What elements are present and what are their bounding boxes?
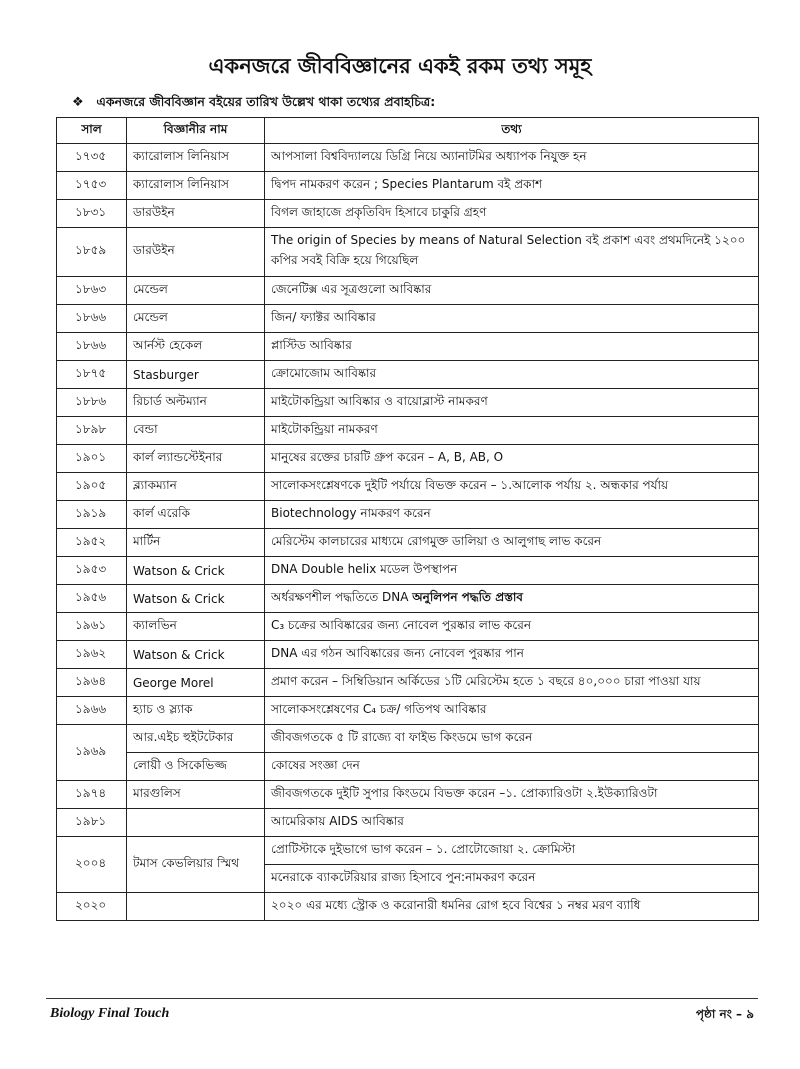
- cell-scientist: টমাস কেভলিয়ার স্মিথ: [127, 837, 265, 893]
- cell-info: ২০২০ এর মধ্যে স্ট্রোক ও করোনারী ধমনির রোগ হবে বিশ্বের ১ নম্বর মরণ ব্যাধি: [265, 893, 759, 921]
- cell-scientist: আর.এইচ হুইটটেকার: [127, 725, 265, 753]
- table-row: [57, 725, 759, 753]
- cell-scientist: Watson & Crick: [127, 557, 265, 585]
- table-row: [57, 641, 759, 669]
- page-number: পৃষ্ঠা নং – ৯: [695, 1007, 754, 1021]
- cell-scientist: ব্ল্যাকম্যান: [127, 473, 265, 501]
- cell-info: Biotechnology নামকরণ করেন: [265, 501, 759, 529]
- table-row: [57, 305, 759, 333]
- cell-info: জীবজগতকে দুইটি সুপার কিংডমে বিভক্ত করেন –১. প্রোক্যারিওটা ২.ইউক্যারিওটা: [265, 781, 759, 809]
- table-row: [57, 529, 759, 557]
- cell-info: প্রোটিস্টাকে দুইভাগে ভাগ করেন – ১. প্রোটোজোয়া ২. ক্রোমিস্টা: [265, 837, 759, 865]
- cell-scientist: আর্নস্ট হেকেল: [127, 333, 265, 361]
- table-row: [57, 781, 759, 809]
- table-row: [57, 445, 759, 473]
- cell-year: ১৯০১: [57, 445, 127, 473]
- table-row: [57, 669, 759, 697]
- cell-year: ১৯৬৪: [57, 669, 127, 697]
- cell-scientist: ডারউইন: [127, 228, 265, 277]
- table-row: [57, 144, 759, 172]
- subtitle-text: একনজরে জীববিজ্ঞান বইয়ের তারিখ উল্লেখ থাকা তথ্যের প্রবাহচিত্র:: [96, 94, 436, 109]
- cell-scientist: বেন্ডা: [127, 417, 265, 445]
- cell-year: ১৯৫৬: [57, 585, 127, 613]
- table-row: [57, 361, 759, 389]
- table-row: [57, 613, 759, 641]
- cell-info: দ্বিপদ নামকরণ করেন ; Species Plantarum বই প্রকাশ: [265, 172, 759, 200]
- cell-year: ১৯১৯: [57, 501, 127, 529]
- cell-year: ১৯৬২: [57, 641, 127, 669]
- table-row: [57, 417, 759, 445]
- cell-year: ২০২০: [57, 893, 127, 921]
- cell-year: ১৯৬৬: [57, 697, 127, 725]
- table-row: [57, 277, 759, 305]
- cell-info: DNA Double helix মডেল উপস্থাপন: [265, 557, 759, 585]
- cell-scientist: ক্যালভিন: [127, 613, 265, 641]
- table-row: [57, 809, 759, 837]
- cell-info: আমেরিকায় AIDS আবিষ্কার: [265, 809, 759, 837]
- cell-info: মাইটোকন্ড্রিয়া নামকরণ: [265, 417, 759, 445]
- timeline-table: [56, 117, 759, 921]
- cell-info: The origin of Species by means of Natural Selection বই প্রকাশ এবং প্রথমদিনেই ১২০০ কপির সবই বিক্রি হয়ে গিয়েছিল: [265, 228, 759, 277]
- cell-scientist: কার্ল এরেকি: [127, 501, 265, 529]
- cell-scientist: [127, 893, 265, 921]
- cell-scientist: মারগুলিস: [127, 781, 265, 809]
- cell-scientist: হ্যাচ ও স্ল্যাক: [127, 697, 265, 725]
- cell-year: ১৮৩১: [57, 200, 127, 228]
- table-row: [57, 893, 759, 921]
- cell-info: জেনেটিক্স এর সূত্রগুলো আবিষ্কার: [265, 277, 759, 305]
- table-row: [57, 333, 759, 361]
- header-year: সাল: [57, 118, 127, 144]
- cell-info: সালোকসংশ্লেষণকে দুইটি পর্যায়ে বিভক্ত করেন – ১.আলোক পর্যায় ২. অন্ধকার পর্যায়: [265, 473, 759, 501]
- cell-info: কোষের সংজ্ঞা দেন: [265, 753, 759, 781]
- cell-year: ১৭৫৩: [57, 172, 127, 200]
- cell-scientist: মেন্ডেল: [127, 277, 265, 305]
- cell-year: ১৭৩৫: [57, 144, 127, 172]
- header-info: তথ্য: [265, 118, 759, 144]
- cell-year: ১৮৭৫: [57, 361, 127, 389]
- table-row: [57, 753, 759, 781]
- cell-scientist: George Morel: [127, 669, 265, 697]
- footer-divider: [46, 998, 758, 999]
- info-bold-text: অনুলিপন পদ্ধতি প্রস্তাব: [412, 589, 523, 604]
- cell-year: ১৯৫৩: [57, 557, 127, 585]
- cell-info: প্রমাণ করেন – সিম্বিডিয়ান অর্কিডের ১টি মেরিস্টেম হতে ১ বছরে ৪০,০০০ চারা পাওয়া যায়: [265, 669, 759, 697]
- cell-year: ১৯৭৪: [57, 781, 127, 809]
- cell-scientist: Stasburger: [127, 361, 265, 389]
- cell-info: মনেরাকে ব্যাকটেরিয়ার রাজ্য হিসাবে পুন:নামকরণ করেন: [265, 865, 759, 893]
- cell-year: ১৮৬৬: [57, 333, 127, 361]
- table-row: [57, 228, 759, 277]
- table-row: [57, 697, 759, 725]
- cell-info: সালোকসংশ্লেষণের C₄ চক্র/ গতিপথ আবিষ্কার: [265, 697, 759, 725]
- cell-scientist: ক্যারোলাস লিনিয়াস: [127, 144, 265, 172]
- cell-info: C₃ চক্রের আবিষ্কারের জন্য নোবেল পুরষ্কার লাভ করেন: [265, 613, 759, 641]
- cell-scientist: ডারউইন: [127, 200, 265, 228]
- cell-info: প্লাস্টিড আবিষ্কার: [265, 333, 759, 361]
- cell-year: ১৮৬৩: [57, 277, 127, 305]
- cell-scientist: ক্যারোলাস লিনিয়াস: [127, 172, 265, 200]
- cell-year: ১৯৬৯: [57, 725, 127, 781]
- cell-info: জিন/ ফ্যাক্টর আবিষ্কার: [265, 305, 759, 333]
- cell-info: মাইটোকন্ড্রিয়া আবিষ্কার ও বায়োব্লাস্ট নামকরণ: [265, 389, 759, 417]
- page-title: একনজরে জীববিজ্ঞানের একই রকম তথ্য সমূহ: [208, 54, 592, 78]
- cell-scientist: Watson & Crick: [127, 585, 265, 613]
- cell-info: বিগল জাহাজে প্রকৃতিবিদ হিসাবে চাকুরি গ্রহণ: [265, 200, 759, 228]
- cell-year: ১৮৮৬: [57, 389, 127, 417]
- table-header-row: [57, 118, 759, 144]
- cell-info: ক্রোমোজোম আবিষ্কার: [265, 361, 759, 389]
- cell-year: ২০০৪: [57, 837, 127, 893]
- table-row: [57, 200, 759, 228]
- info-text: অর্ধরক্ষণশীল পদ্ধতিতে DNA: [271, 589, 409, 604]
- table-row: [57, 389, 759, 417]
- footer-book-title: Biology Final Touch: [50, 1006, 170, 1021]
- bullet-icon: ❖: [72, 95, 84, 110]
- section-subtitle: [72, 94, 435, 114]
- cell-year: ১৮৫৯: [57, 228, 127, 277]
- cell-info: [265, 585, 759, 613]
- table-row: [57, 585, 759, 613]
- cell-info: মানুষের রক্তের চারটি গ্রুপ করেন – A, B, AB, O: [265, 445, 759, 473]
- cell-scientist: মেন্ডেল: [127, 305, 265, 333]
- table-row: [57, 473, 759, 501]
- cell-scientist: লোয়ী ও সিকেভিজ্জ: [127, 753, 265, 781]
- cell-scientist: মার্টিন: [127, 529, 265, 557]
- cell-scientist: কার্ল ল্যান্ডস্টেইনার: [127, 445, 265, 473]
- cell-info: আপসালা বিশ্ববিদ্যালয়ে ডিগ্রি নিয়ে অ্যানাটমির অধ্যাপক নিযুক্ত হন: [265, 144, 759, 172]
- table-row: [57, 837, 759, 865]
- cell-year: ১৯০৫: [57, 473, 127, 501]
- table-row: [57, 501, 759, 529]
- table-row: [57, 557, 759, 585]
- cell-info: জীবজগতকে ৫ টি রাজ্যে বা ফাইভ কিংডমে ভাগ করেন: [265, 725, 759, 753]
- cell-year: ১৯৫২: [57, 529, 127, 557]
- cell-year: ১৯৬১: [57, 613, 127, 641]
- cell-scientist: Watson & Crick: [127, 641, 265, 669]
- header-scientist: বিজ্ঞানীর নাম: [127, 118, 265, 144]
- cell-info: মেরিস্টেম কালচারের মাধ্যমে রোগমুক্ত ডালিয়া ও আলুগাছ লাভ করেন: [265, 529, 759, 557]
- table-row: [57, 172, 759, 200]
- cell-scientist: [127, 809, 265, 837]
- cell-info: DNA এর গঠন আবিষ্কারের জন্য নোবেল পুরষ্কার পান: [265, 641, 759, 669]
- cell-year: ১৮৬৬: [57, 305, 127, 333]
- cell-year: ১৯৮১: [57, 809, 127, 837]
- cell-scientist: রিচার্ড অল্টম্যান: [127, 389, 265, 417]
- cell-year: ১৮৯৮: [57, 417, 127, 445]
